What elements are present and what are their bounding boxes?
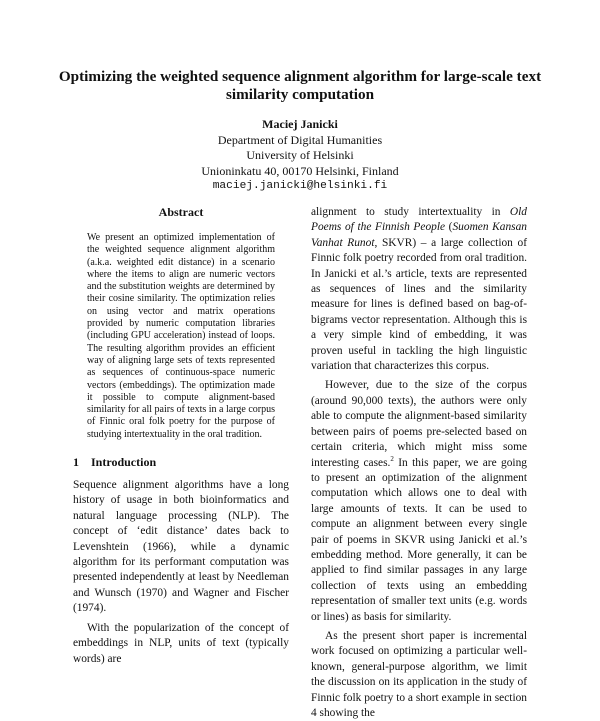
author-email[interactable]: maciej.janicki@helsinki.fi [212, 180, 388, 193]
paper-title: Optimizing the weighted sequence alignment algorithm for large-scale text similarity computation [58, 68, 542, 103]
section-title: Introduction [91, 455, 157, 470]
right-paragraph-3: As the present short paper is incremental work focused on optimizing a particular well-known, general-purpose algorithm, we limit the discussion on its application in the study of Finnic folk poetry to a short example in section 4 showing the [311, 629, 527, 719]
abstract-text: We present an optimized implementation of the weighted sequence alignment algorithm (a.k.a. weighted edit distance) in a scenario where the items to align are numeric vectors and the substitution weights are determined by their cosine similarity. The optimization relies on using vector and matrix operations provided by numeric computation libraries (including GPU acceleration) instead of loops. The resulting algorithm provides an efficient way of aligning large sets of texts represented as sequences of continuous-space numeric vectors (embeddings). The optimization made it possible to compute alignment-based similarity for all pairs of texts in a large corpus of Finnic oral folk poetry for the purpose of studying intertextuality in the oral tradition. [87, 232, 275, 440]
section-heading-introduction [73, 455, 289, 470]
text-run: ( [445, 221, 453, 234]
section-number: 1 [73, 455, 79, 470]
text-run: , SKVR) – a large collection of Finnic folk poetry recorded from oral tradition. In Janicki et al.’s article, texts are represented as sequences of lines and the similarity measure for lines is defined based on bag-of-bigrams vector representation. Although this is a very simple kind of embedding, it was proven useful in tackling the high linguistic variation that characterizes this corpus. [311, 236, 527, 373]
left-column [73, 205, 289, 667]
author-name: Maciej Janicki [262, 117, 338, 131]
right-column [311, 205, 527, 721]
abstract-heading: Abstract [158, 205, 204, 219]
corpus-title-english: Old Poems of the Finnish People [311, 206, 527, 234]
intro-paragraph-2: With the popularization of the concept of embeddings in NLP, units of text (typically words) are [73, 621, 289, 665]
text-run: However, due to the size of the corpus (around 90,000 texts), the authors were only able to compute the alignment-based similarity between pairs of poems pre-selected based on certain criteria, which might miss some interesting cases. [311, 379, 527, 469]
intro-paragraph-1: Sequence alignment algorithms have a long history of usage in both bioinformatics and natural language processing (NLP). The concept of ‘edit distance’ dates back to Levenshtein (1966), while a dynamic algorithm for its performant computation was presented independently at least by Needleman and Wunsch (1970) and Wagner and Fischer (1974). [73, 479, 289, 615]
corpus-title-finnish: Suomen Kansan Vanhat Runot [311, 221, 527, 249]
text-run: alignment to study intertextuality in [311, 206, 510, 218]
author-block [80, 117, 520, 195]
author-department: Department of Digital Humanities [217, 132, 383, 147]
right-paragraph-1 [311, 205, 527, 374]
right-paragraph-2 [311, 378, 527, 625]
author-university: University of Helsinki [246, 148, 354, 163]
text-run: In this paper, we are going to present an optimization of the alignment computation which allows one to deal with large amounts of texts. It can be used to compute an alignment between every single pair of poems in SKVR using Janicki et al.’s embedding method. More generally, it can be applied to find similar passages in any large collection of texts using an embedding representation of smaller text units (e.g. words or lines) as basis for similarity. [311, 456, 527, 623]
author-address: Unioninkatu 40, 00170 Helsinki, Finland [201, 163, 399, 178]
footnote-marker[interactable]: 2 [390, 454, 394, 463]
